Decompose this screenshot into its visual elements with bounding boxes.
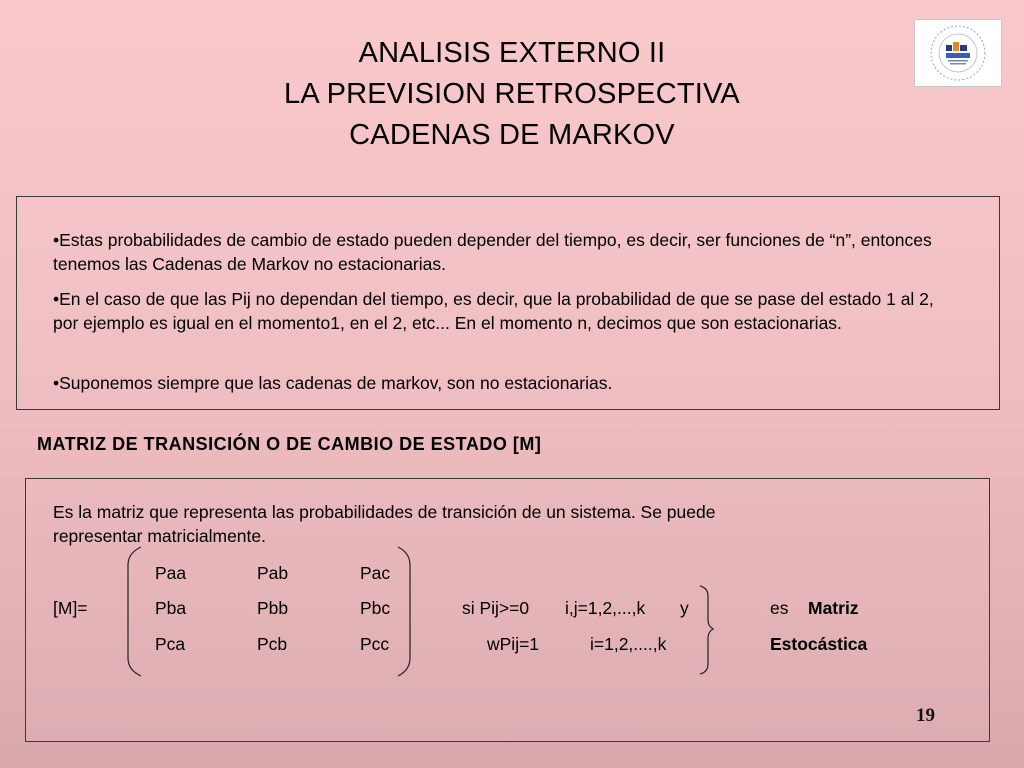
condition-and: y [680,598,689,618]
condition-index-range: i,j=1,2,...,k [565,598,646,618]
matrix-cell: Pba [155,598,187,618]
intro-bullet-3: •Suponemos siempre que las cadenas de markov, son no estacionarias. [53,373,613,393]
matrix-cell: Pbc [360,598,391,618]
result-estocastica: Estocástica [770,634,868,654]
matrix-cell: Paa [155,563,187,583]
condition-row-range: i=1,2,....,k [590,634,667,654]
section-heading: MATRIZ DE TRANSICIÓN O DE CAMBIO DE ESTADO [M] [37,434,542,454]
matrix-cell: Pbb [257,598,289,618]
title-line-3: CADENAS DE MARKOV [349,119,675,151]
intro-bullet-1: •Estas probabilidades de cambio de estado pueden depender del tiempo, es decir, ser funciones de “n”, entonces tenemos las Cadenas de Markov no estacionarias. [53,230,932,274]
page-number: 19 [916,705,935,726]
matrix-cell: Pcb [257,634,288,654]
condition-row-sum: wPij=1 [487,634,540,654]
slide-title [0,33,1024,156]
title-line-1: ANALISIS EXTERNO II [358,37,666,69]
result-matriz: Matriz [808,598,859,618]
matrix-label: [M]= [53,598,88,618]
matrix-cell: Pab [257,563,289,583]
intro-bullet-2: •En el caso de que las Pij no dependan del tiempo, es decir, que la probabilidad de que se pase del estado 1 al 2, por ejemplo es igual en el momento1, en el 2, etc... En el momento n, decimos que son estacionarias. [53,289,934,333]
result-es: es [770,598,789,618]
matrix-description-line-2: representar matricialmente. [53,526,266,546]
title-line-2: LA PREVISION RETROSPECTIVA [284,78,740,110]
condition-nonnegative: si Pij>=0 [462,598,530,618]
university-logo-icon [914,19,1002,87]
matrix-cell: Pca [155,634,186,654]
matrix-cell: Pac [360,563,391,583]
matrix-cell: Pcc [360,634,390,654]
matrix-description-line-1: Es la matriz que representa las probabilidades de transición de un sistema. Se puede [53,502,716,522]
